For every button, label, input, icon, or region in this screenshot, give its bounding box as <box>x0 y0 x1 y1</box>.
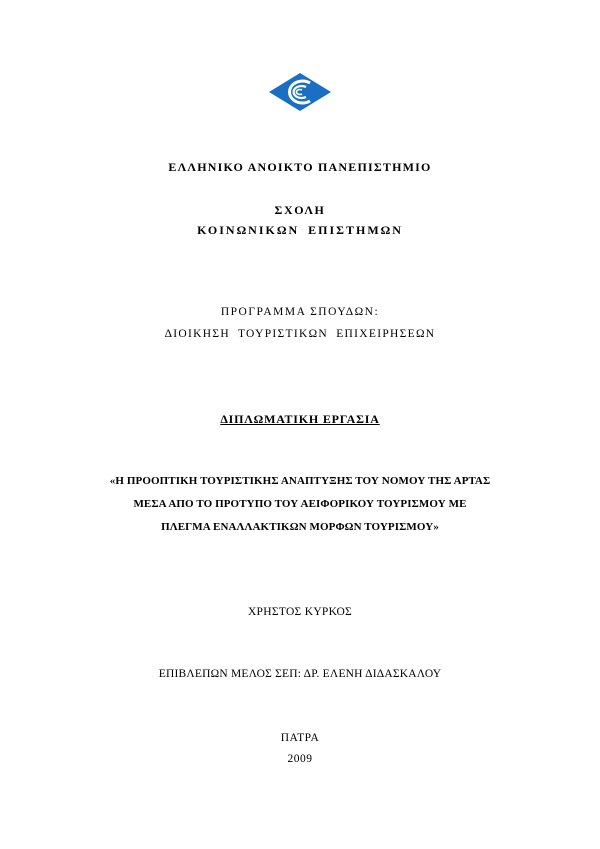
city: ΠΑΤΡΑ <box>280 732 320 744</box>
thesis-title-line-3: ΠΛΕΓΜΑ ΕΝΑΛΛΑΚΤΙΚΩΝ ΜΟΡΦΩΝ ΤΟΥΡΙΣΜΟΥ» <box>161 521 439 533</box>
thesis-label: ΔΙΠΛΩΜΑΤΙΚΗ ΕΡΓΑΣΙΑ <box>220 412 380 426</box>
thesis-title-line-2: ΜΕΣΑ ΑΠΟ ΤΟ ΠΡΟΤΥΠΟ ΤΟΥ ΑΕΙΦΟΡΙΚΟΥ ΤΟΥΡΙΣΜΟΥ ΜΕ <box>133 498 467 510</box>
program-name: ΔΙΟΙΚΗΣΗ ΤΟΥΡΙΣΤΙΚΩΝ ΕΠΙΧΕΙΡΗΣΕΩΝ <box>164 328 436 340</box>
school-name: ΚΟΙΝΩΝΙΚΩΝ ΕΠΙΣΤΗΜΩΝ <box>197 223 403 237</box>
author-name: ΧΡΗΣΤΟΣ ΚΥΡΚΟΣ <box>247 606 353 618</box>
university-logo-icon <box>268 72 332 112</box>
thesis-title-line-1: «Η ΠΡΟΟΠΤΙΚΗ ΤΟΥΡΙΣΤΙΚΗΣ ΑΝΑΠΤΥΞΗΣ ΤΟΥ ΝΟΜΟΥ ΤΗΣ ΑΡΤΑΣ <box>109 475 491 487</box>
year: 2009 <box>287 753 313 765</box>
program-label: ΠΡΟΓΡΑΜΜΑ ΣΠΟΥΔΩΝ: <box>220 306 380 318</box>
school-label: ΣΧΟΛΗ <box>274 203 326 217</box>
university-name: ΕΛΛΗΝΙΚΟ ΑΝΟΙΚΤΟ ΠΑΝΕΠΙΣΤΗΜΙΟ <box>168 160 432 174</box>
supervisor-line: ΕΠΙΒΛΕΠΩΝ ΜΕΛΟΣ ΣΕΠ: ΔΡ. ΕΛΕΝΗ ΔΙΔΑΣΚΑΛΟΥ <box>158 668 442 680</box>
